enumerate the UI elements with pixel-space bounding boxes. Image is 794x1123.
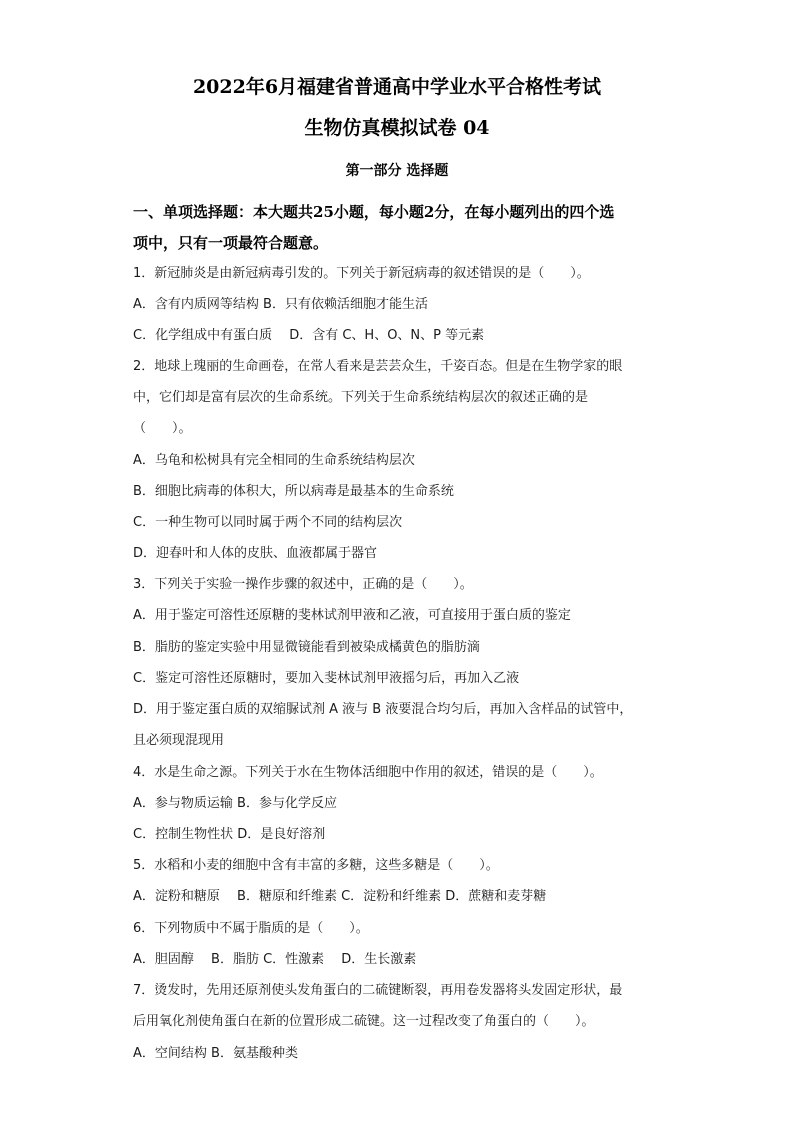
question-6-stem: 6．下列物质中不属于脂质的是（ ）。 (133, 921, 369, 936)
question-3-option-a: A．用于鉴定可溶性还原糖的斐林试剂甲液和乙液，可直接用于蛋白质的鉴定 (133, 608, 571, 623)
question-2-option-d: D．迎春叶和人体的皮肤、血液都属于器官 (133, 546, 378, 561)
question-4-options-ab: A．参与物质运输 B．参与化学反应 (133, 796, 337, 811)
question-4-options-cd: C．控制生物性状 D．是良好溶剂 (133, 827, 326, 842)
question-1-options-cd: C．化学组成中有蛋白质 D．含有 C、H、O、N、P 等元素 (133, 328, 485, 343)
question-2-stem-line-1: 2．地球上瑰丽的生命画卷，在常人看来是芸芸众生，千姿百态。但是在生物学家的眼 (133, 359, 623, 374)
question-5-stem: 5．水稻和小麦的细胞中含有丰富的多糖，这些多糖是（ ）。 (133, 858, 499, 873)
question-2-option-a: A．乌龟和松树具有完全相同的生命系统结构层次 (133, 453, 415, 468)
question-7-stem-line-2: 后用氧化剂使角蛋白在新的位置形成二硫键。这一过程改变了角蛋白的（ ）。 (133, 1014, 595, 1029)
question-5-options: A．淀粉和糖原 B．糖原和纤维素 C．淀粉和纤维素 D．蔗糖和麦芽糖 (133, 889, 547, 904)
instructions-line-1: 一、单项选择题：本大题共25小题，每小题2分，在每小题列出的四个选 (133, 203, 615, 221)
question-3-option-c: C．鉴定可溶性还原糖时，要加入斐林试剂甲液摇匀后，再加入乙液 (133, 671, 520, 686)
question-3-stem: 3．下列关于实验一操作步骤的叙述中，正确的是（ ）。 (133, 577, 473, 592)
question-2-stem-line-2: 中，它们却是富有层次的生命系统。下列关于生命系统结构层次的叙述正确的是 (133, 390, 589, 405)
question-7-options-ab: A．空间结构 B．氨基酸种类 (133, 1046, 298, 1061)
question-3-option-d-line-2: 且必须现混现用 (133, 733, 225, 748)
question-2-stem-line-3: （ ）。 (133, 421, 192, 436)
instructions-line-2: 项中，只有一项最符合题意。 (133, 234, 329, 252)
question-3-option-b: B．脂肪的鉴定实验中用显微镜能看到被染成橘黄色的脂肪滴 (133, 640, 480, 655)
question-1-stem: 1．新冠肺炎是由新冠病毒引发的。下列关于新冠病毒的叙述错误的是（ ）。 (133, 266, 590, 281)
question-4-stem: 4．水是生命之源。下列关于水在生物体活细胞中作用的叙述，错误的是（ ）。 (133, 765, 603, 780)
question-2-option-c: C．一种生物可以同时属于两个不同的结构层次 (133, 515, 403, 530)
question-1-options-ab: A．含有内质网等结构 B．只有依赖活细胞才能生活 (133, 297, 428, 312)
question-6-options: A．胆固醇 B．脂肪 C．性激素 D．生长激素 (133, 952, 417, 967)
exam-subtitle: 生物仿真模拟试卷 04 (304, 117, 490, 139)
exam-title: 2022年6月福建省普通高中学业水平合格性考试 (192, 76, 602, 98)
section-heading: 第一部分 选择题 (345, 163, 449, 179)
question-2-option-b: B．细胞比病毒的体积大，所以病毒是最基本的生命系统 (133, 484, 454, 499)
question-3-option-d-line-1: D．用于鉴定蛋白质的双缩脲试剂 A 液与 B 液要混合均匀后，再加入含样品的试管中， (133, 702, 633, 717)
question-7-stem-line-1: 7．烫发时，先用还原剂使头发角蛋白的二硫键断裂，再用卷发器将头发固定形状，最 (133, 983, 623, 998)
